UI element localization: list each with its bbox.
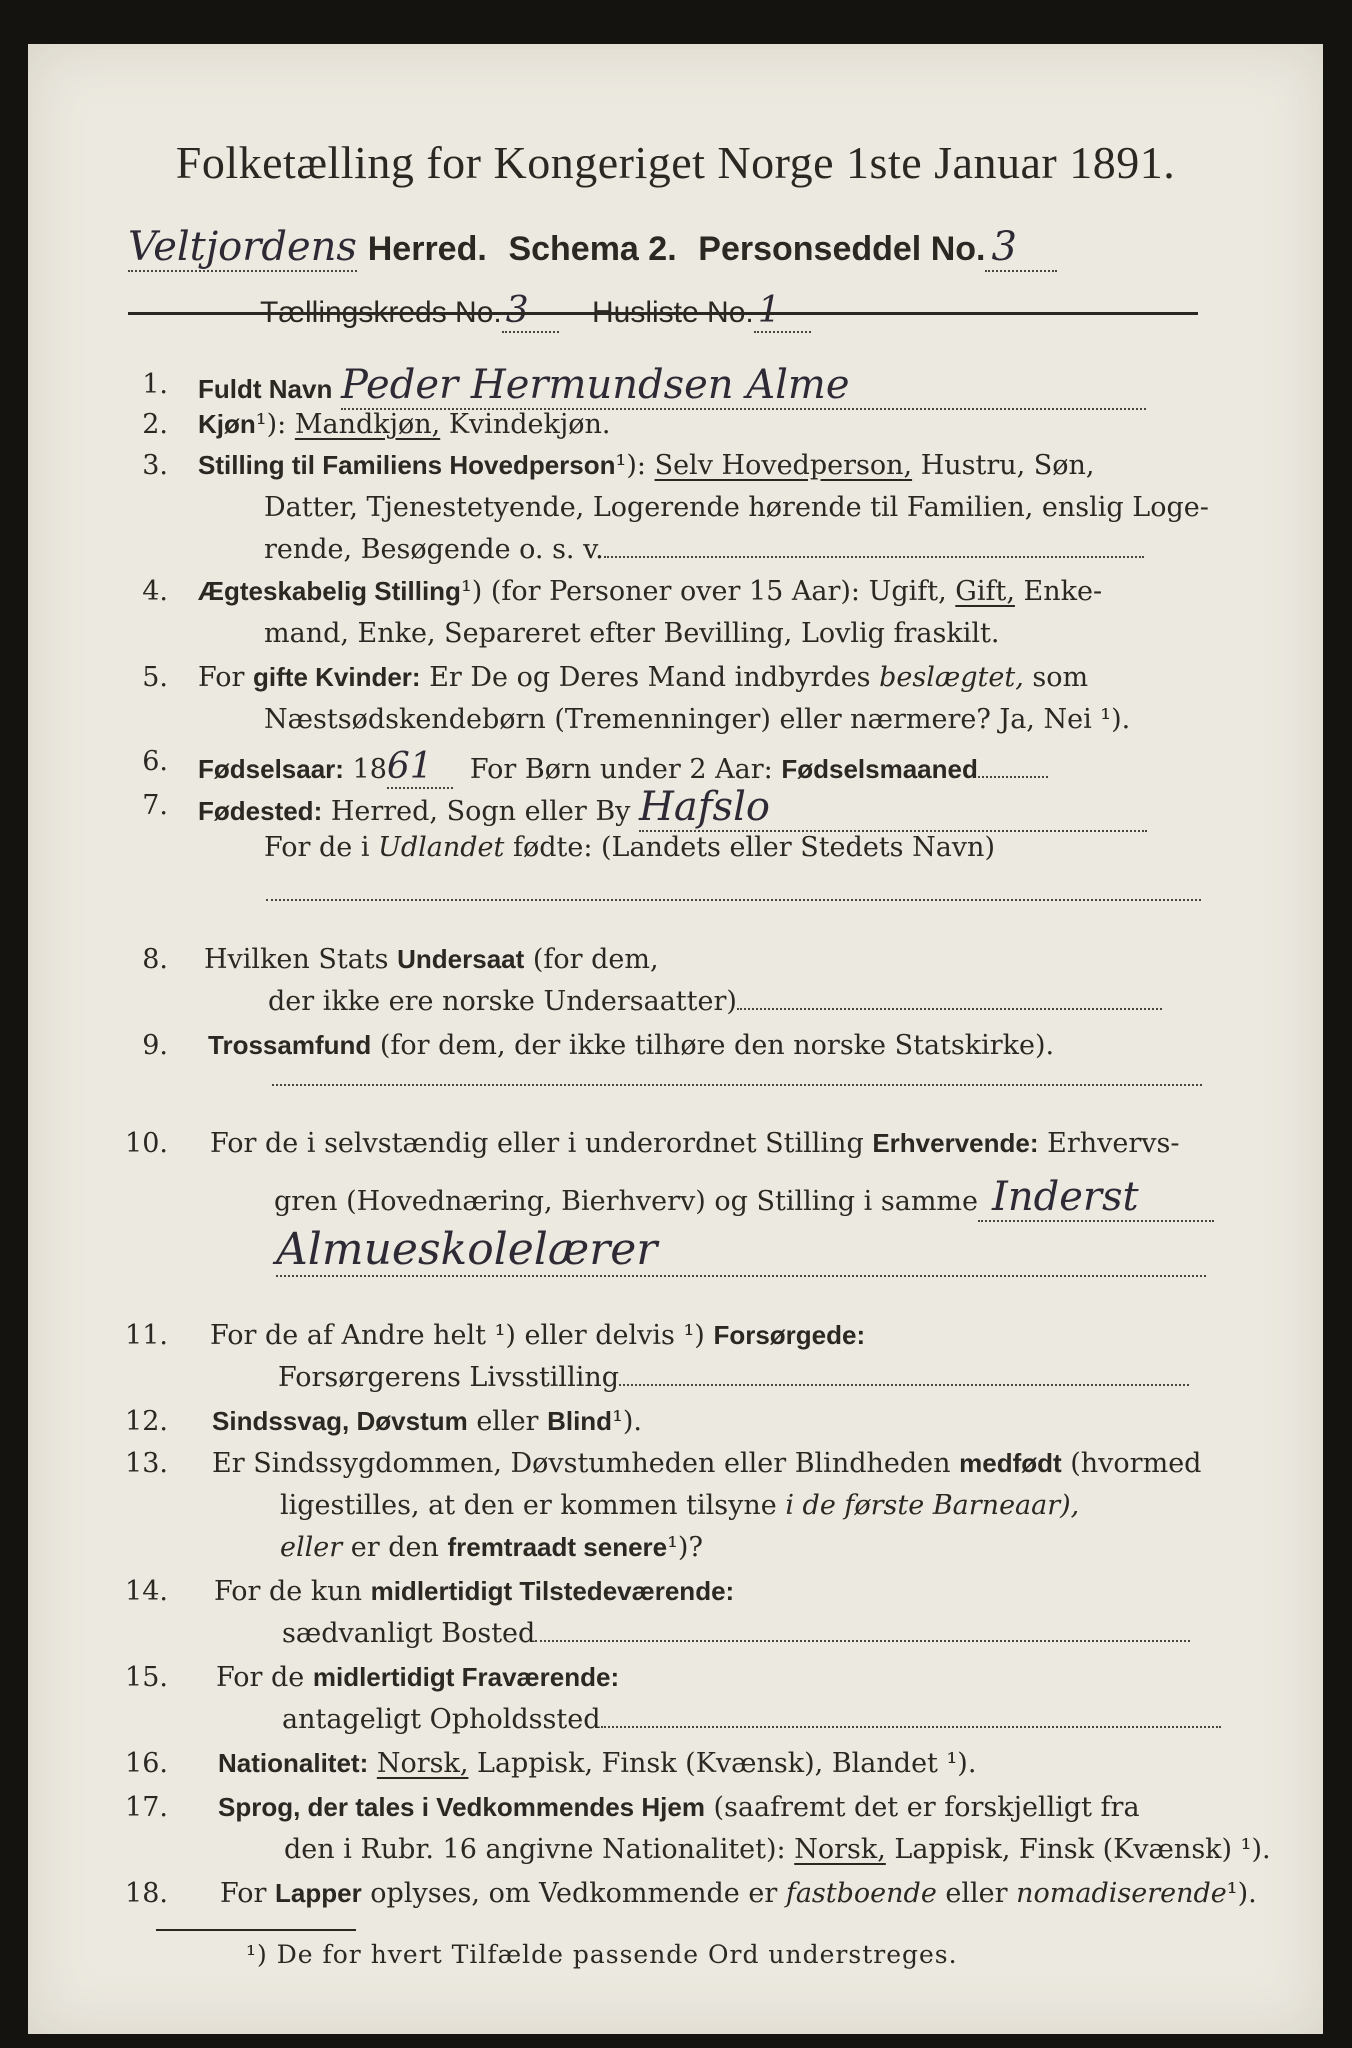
q12-label1: Sindssvag, Døvstum (212, 1406, 468, 1436)
husliste-value[interactable]: 1 (754, 290, 811, 333)
q14-line1 (214, 1576, 734, 1607)
q3-number: 3. (142, 450, 168, 481)
q9-line (208, 1030, 1054, 1061)
q16-label: Nationalitet: (218, 1748, 369, 1778)
q8-number: 8. (142, 944, 168, 975)
q13-line3 (280, 1532, 703, 1563)
census-form-sheet (28, 44, 1323, 2034)
q14-line2 (282, 1618, 1190, 1649)
q8-line1 (204, 944, 659, 975)
q18-text1: For (220, 1878, 267, 1909)
q11-number: 11. (125, 1320, 168, 1351)
q7-text: Herred, Sogn eller By (330, 796, 631, 827)
herred-line (128, 224, 1057, 270)
q2-sup: ¹): (255, 409, 287, 440)
q5-line2: Næstsødskendebørn (Tremenninger) eller nærmere? Ja, Nei ¹). (264, 704, 1131, 735)
q13-line1 (212, 1448, 1201, 1479)
q14-line2-text: sædvanligt Bosted (282, 1618, 536, 1649)
q14-label: midlertidigt Tilstedeværende: (370, 1576, 735, 1606)
q13-line2i: i de første Barneaar), (785, 1490, 1080, 1521)
q15-line1 (216, 1662, 619, 1693)
q6-label: Fødselsaar: (198, 754, 344, 784)
q13-line3b: ¹)? (667, 1532, 703, 1563)
q8-line2 (268, 986, 1162, 1017)
q13-number: 13. (125, 1448, 168, 1479)
q11-line2-text: Forsørgerens Livsstilling (278, 1362, 620, 1393)
herred-label: Herred. (367, 230, 487, 268)
q15-text: For de (216, 1662, 305, 1693)
q7-label: Fødested: (198, 796, 323, 826)
q5-text-b: som (1032, 662, 1089, 693)
q4-sup: ¹) (460, 576, 483, 607)
q17-line2 (284, 1834, 1271, 1865)
q2-opt-female[interactable]: Kvindekjøn. (448, 409, 611, 440)
q2-opt-male[interactable]: Mandkjøn, (294, 409, 441, 440)
q6-number: 6. (142, 746, 168, 777)
q5-text: Er De og Deres Mand indbyrdes (429, 662, 871, 693)
q13-line2a: ligestilles, at den er kommen tilsyne (280, 1490, 777, 1521)
q17-selected[interactable]: Norsk, (794, 1834, 886, 1865)
q18-number: 18. (125, 1878, 168, 1909)
q10-line3 (276, 1224, 1206, 1277)
q5-italic: beslægtet, (879, 662, 1024, 693)
q14-number: 14. (125, 1576, 168, 1607)
q9-text: (for dem, der ikke tilhøre den norske Statskirke). (379, 1030, 1055, 1061)
q4-text-b: Enke- (1023, 576, 1103, 607)
q13-text-b: (hvormed (1070, 1448, 1202, 1479)
kreds-value[interactable]: 3 (502, 290, 559, 333)
q17-line2b: Lappisk, Finsk (Kvænsk) ¹). (894, 1834, 1271, 1865)
q4-line2: mand, Enke, Separeret efter Bevilling, Lovlig fraskilt. (264, 618, 1000, 649)
q10-line1 (210, 1128, 1180, 1159)
q10-line2 (274, 1174, 1214, 1222)
q9-number: 9. (142, 1030, 168, 1061)
q9-label: Trossamfund (208, 1030, 372, 1060)
q2-label: Kjøn (198, 409, 256, 439)
birth-year-value[interactable]: 61 (387, 746, 453, 789)
q13-text: Er Sindssygdommen, Døvstumheden eller Blindheden (212, 1448, 951, 1479)
q6-text2: For Børn under 2 Aar: (469, 754, 773, 785)
q3-sup: ¹): (615, 450, 646, 481)
q8-line2-text: der ikke ere norske Undersaatter) (268, 986, 737, 1017)
q13-line2 (280, 1490, 1079, 1521)
footnote: ¹) De for hvert Tilfælde passende Ord understreges. (246, 1940, 958, 1969)
q2-line (198, 409, 610, 440)
q3-selected[interactable]: Selv Hovedperson, (654, 450, 913, 481)
q13-label: medfødt (959, 1448, 1062, 1478)
q10-text-b: Erhvervs- (1047, 1128, 1180, 1159)
q14-dots (535, 1639, 1190, 1642)
q12-text: eller (476, 1406, 539, 1437)
q17-line1 (218, 1792, 1140, 1823)
occupation-value-2[interactable]: Almueskolelærer (276, 1224, 1206, 1277)
q7-line2a: For de i (264, 832, 370, 863)
q11-line2 (278, 1362, 1189, 1393)
q7-line2b: fødte: (Landets eller Stedets Navn) (512, 832, 995, 863)
q17-number: 17. (125, 1792, 168, 1823)
husliste-label: Husliste No. (592, 296, 754, 329)
q15-label: midlertidigt Fraværende: (312, 1662, 620, 1692)
q3-line3 (264, 534, 1144, 565)
q1-line (198, 362, 1146, 410)
q11-text: For de af Andre helt ¹) eller delvis ¹) (210, 1320, 705, 1351)
q16-number: 16. (125, 1748, 168, 1779)
full-name-value[interactable]: Peder Hermundsen Alme (341, 362, 1146, 410)
q18-italic1: fastboende (785, 1878, 937, 1909)
q2-number: 2. (142, 409, 168, 440)
q4-selected[interactable]: Gift, (955, 576, 1015, 607)
schema-label: Schema 2. (508, 230, 677, 268)
q5-pre: For (198, 662, 245, 693)
q8-label: Undersaat (397, 944, 525, 974)
q4-line1 (198, 576, 1102, 607)
q13-line3a: er den (350, 1532, 439, 1563)
q6-line (198, 746, 1048, 787)
herred-value[interactable]: Veltjordens (128, 224, 357, 270)
occupation-value-1[interactable]: Inderst (978, 1174, 1214, 1222)
q11-line1 (210, 1320, 865, 1351)
q18-italic2: nomadiserende (1016, 1878, 1227, 1909)
q7-line1 (198, 784, 1147, 832)
personseddel-value[interactable]: 3 (985, 224, 1056, 272)
q6-dots (978, 775, 1048, 778)
q10-line2-text: gren (Hovednæring, Bierhverv) og Stilling i samme (274, 1186, 979, 1217)
q7-italic: Udlandet (378, 832, 505, 863)
q12-label2: Blind (547, 1406, 613, 1436)
q15-line2 (282, 1704, 1221, 1735)
q3-label: Stilling til Familiens Hovedperson (198, 450, 616, 480)
q6-label2: Fødselsmaaned (781, 754, 978, 784)
kreds-line (260, 290, 811, 331)
q13-label3: fremtraadt senere (447, 1532, 668, 1562)
q17-text: (saafremt det er forskjelligt fra (713, 1792, 1140, 1823)
form-title: Folketælling for Kongeriget Norge 1ste Januar 1891. (175, 137, 1176, 188)
q5-number: 5. (142, 662, 168, 693)
q4-label: Ægteskabelig Stilling (198, 576, 461, 606)
q15-dots (601, 1725, 1221, 1728)
q12-tail: ¹). (612, 1406, 643, 1437)
q16-selected[interactable]: Norsk, (376, 1748, 469, 1779)
q7-fill-row[interactable] (266, 899, 1201, 901)
q17-label: Sprog, der tales i Vedkommendes Hjem (218, 1792, 705, 1822)
q18-text2: oplyses, om Vedkommende er (370, 1878, 778, 1909)
q3-dots (604, 555, 1144, 558)
q1-label: Fuldt Navn (198, 374, 333, 404)
kreds-label: Tællingskreds No. (260, 296, 502, 329)
q9-fill-row[interactable] (272, 1084, 1202, 1086)
q10-text: For de i selvstændig eller i underordnet Stilling (210, 1128, 864, 1159)
q5-label: gifte Kvinder: (253, 662, 421, 692)
q4-number: 4. (142, 576, 168, 607)
q18-line (220, 1878, 1257, 1909)
q10-label: Erhvervende: (872, 1128, 1039, 1158)
q5-line1 (198, 662, 1088, 693)
q3-line1 (198, 450, 1095, 481)
q11-label: Forsørgede: (713, 1320, 866, 1350)
footnote-rule (156, 1929, 356, 1931)
birthplace-value[interactable]: Hafslo (639, 784, 1147, 832)
q7-line2 (264, 832, 995, 863)
q11-dots (619, 1383, 1189, 1386)
q13-line3i: eller (280, 1532, 343, 1563)
q8-text-b: (for dem, (532, 944, 659, 975)
q12-line (212, 1406, 642, 1437)
q3-line2: Datter, Tjenestetyende, Logerende hørende til Familien, enslig Loge- (264, 492, 1209, 523)
q15-line2-text: antageligt Opholdssted (282, 1704, 601, 1735)
q7-number: 7. (142, 790, 168, 821)
q8-dots (737, 1007, 1162, 1010)
q18-label: Lapper (275, 1878, 362, 1908)
header-rule (128, 312, 1198, 315)
q14-text: For de kun (214, 1576, 362, 1607)
personseddel-label: Personseddel No. (698, 230, 986, 268)
q17-line2a: den i Rubr. 16 angivne Nationalitet): (284, 1834, 786, 1865)
q6-prefix: 18 (352, 754, 387, 785)
q16-rest: Lappisk, Finsk (Kvænsk), Blandet ¹). (477, 1748, 977, 1779)
q3-line3-text: rende, Besøgende o. s. v. (264, 534, 604, 565)
q10-number: 10. (125, 1128, 168, 1159)
q18-text3: eller (945, 1878, 1008, 1909)
q8-text: Hvilken Stats (204, 944, 389, 975)
q12-number: 12. (125, 1406, 168, 1437)
q3-rest: Hustru, Søn, (920, 450, 1095, 481)
q18-tail: ¹). (1226, 1878, 1257, 1909)
q1-number: 1. (142, 369, 168, 400)
q4-text: (for Personer over 15 Aar): Ugift, (490, 576, 947, 607)
q15-number: 15. (125, 1662, 168, 1693)
q16-line (218, 1748, 976, 1779)
